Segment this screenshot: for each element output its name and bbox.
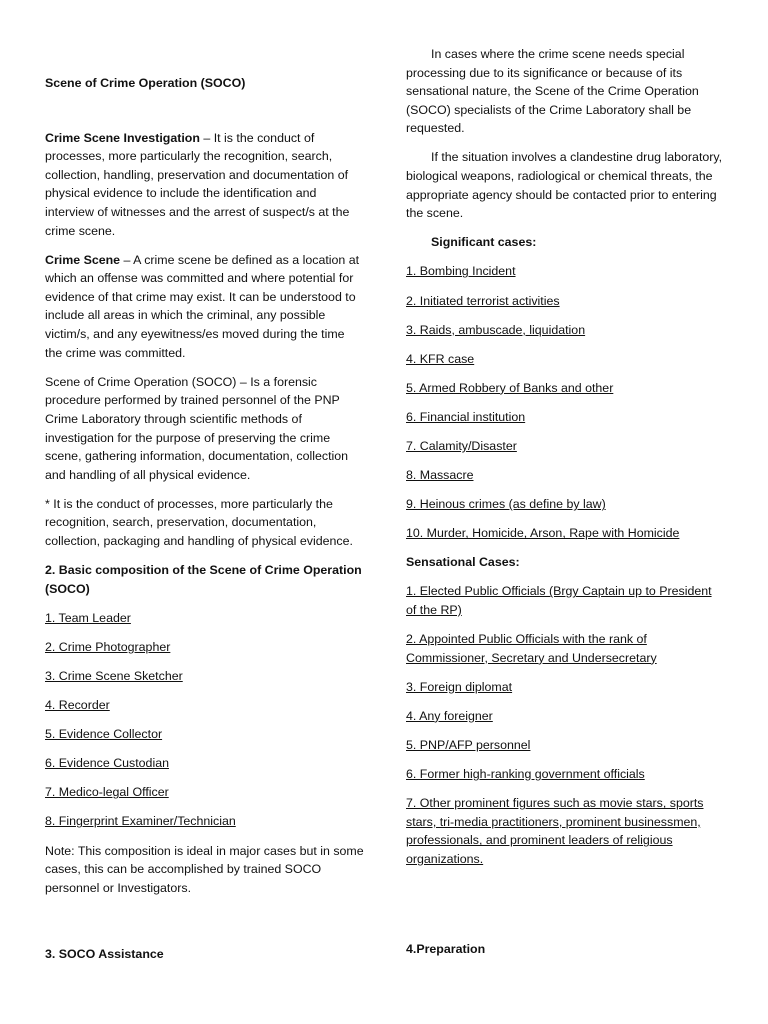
clandestine-paragraph: If the situation involves a clandestine drug laboratory, biological weapons, radiological or chemical threats, the appropriate agency should be contacted prior to entering the scene.	[406, 150, 723, 221]
sensational-cases-heading: Sensational Cases:	[406, 555, 520, 570]
csi-text: – It is the conduct of processes, more particularly the recognition, search, collection, handling, preservation and documentation of physical evidence to include the identification and interview of witnesses and the arrest of suspect/s at the crime scene.	[45, 130, 350, 238]
list-item: 6. Financial institution	[406, 409, 526, 424]
list-item: 9. Heinous crimes (as define by law)	[406, 497, 606, 512]
soco-definition: Scene of Crime Operation (SOCO) – Is a forensic procedure performed by trained personnel of the PNP Crime Laboratory through scientific methods of investigation for the purpose of preserving the crime scene, gathering information, documentation, collection and handling of all physical evidence.	[45, 374, 349, 482]
crime-scene-definition	[45, 251, 365, 363]
soco-note: * It is the conduct of processes, more particularly the recognition, search, preservation, documentation, collection, packaging and handling of physical evidence.	[45, 496, 353, 548]
list-item: 7. Other prominent figures such as movie stars, sports stars, tri-media practitioners, prominent businessmen, professionals, and prominent leaders of religious organizations.	[406, 796, 704, 866]
sensational-cases-list	[406, 582, 724, 868]
list-item: 3. Raids, ambuscade, liquidation	[406, 322, 586, 337]
section-3-heading: 3. SOCO Assistance	[45, 947, 164, 961]
right-column	[406, 45, 724, 879]
list-item: 5. Evidence Collector	[45, 727, 163, 742]
list-item: 7. Medico-legal Officer	[45, 785, 169, 800]
list-item: 4. KFR case	[406, 351, 475, 366]
left-column	[45, 74, 365, 908]
list-item: 7. Calamity/Disaster	[406, 439, 517, 453]
list-item: 5. PNP/AFP personnel	[406, 738, 531, 753]
special-processing-paragraph: In cases where the crime scene needs special processing due to its significance or because of its sensational nature, the Scene of the Crime Operation (SOCO) specialists of the Crime Laboratory shall be requested.	[406, 47, 699, 136]
list-item: 10. Murder, Homicide, Arson, Rape with Homicide	[406, 526, 680, 541]
list-item: 6. Former high-ranking government officials	[406, 767, 645, 782]
composition-heading: 2. Basic composition of the Scene of Crime Operation (SOCO)	[45, 563, 362, 596]
list-item: 4. Recorder	[45, 698, 110, 713]
csi-term: Crime Scene Investigation	[45, 130, 200, 145]
list-item: 3. Foreign diplomat	[406, 679, 513, 694]
list-item: 1. Bombing Incident	[406, 264, 516, 279]
crime-scene-term: Crime Scene	[45, 252, 121, 267]
composition-note: Note: This composition is ideal in major cases but in some cases, this can be accomplished by trained SOCO personnel or Investigators.	[45, 843, 364, 895]
list-item: 3. Crime Scene Sketcher	[45, 668, 183, 683]
list-item: 5. Armed Robbery of Banks and other	[406, 380, 614, 395]
list-item: 8. Massacre	[406, 468, 474, 483]
document-title: Scene of Crime Operation (SOCO)	[45, 76, 246, 90]
list-item: 2. Appointed Public Officials with the rank of Commissioner, Secretary and Undersecretary	[406, 632, 657, 665]
csi-definition	[45, 129, 365, 241]
list-item: 8. Fingerprint Examiner/Technician	[45, 814, 236, 829]
composition-list	[45, 609, 365, 831]
list-item: 1. Team Leader	[45, 610, 131, 625]
list-item: 1. Elected Public Officials (Brgy Captain up to President of the RP)	[406, 584, 712, 618]
list-item: 6. Evidence Custodian	[45, 756, 169, 771]
significant-cases-list	[406, 262, 724, 542]
list-item: 2. Initiated terrorist activities	[406, 293, 560, 308]
list-item: 4. Any foreigner	[406, 708, 493, 723]
crime-scene-text: – A crime scene be defined as a location at which an offense was committed and where potential for evidence of that crime may exist. It can be understood to include all areas in which the criminal, any possible victim/s, and any eyewitness/es moved during the time the crime was committed.	[45, 252, 360, 360]
significant-cases-heading: Significant cases:	[431, 235, 537, 250]
list-item: 2. Crime Photographer	[45, 639, 171, 654]
section-4-heading: 4.Preparation	[406, 942, 486, 956]
